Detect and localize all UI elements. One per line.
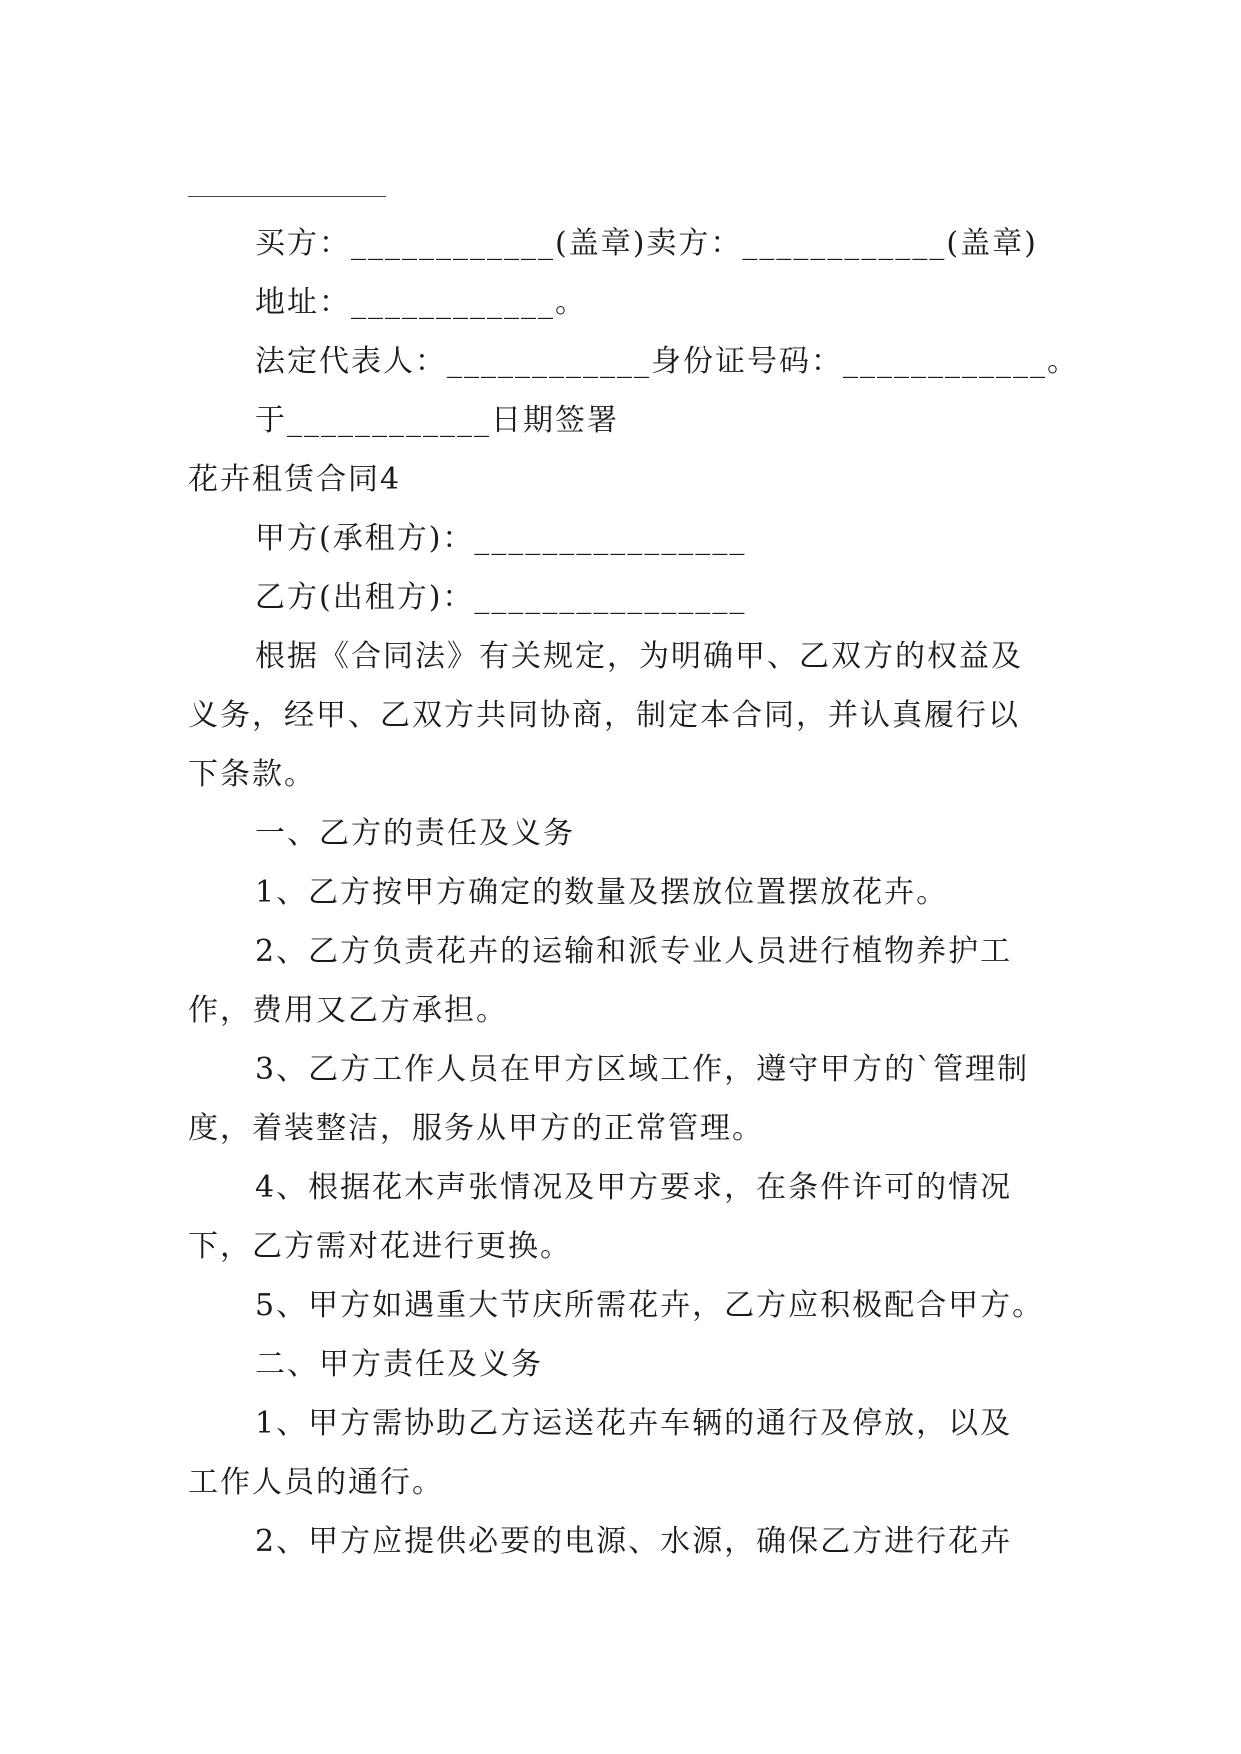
clause-item: 2、乙方负责花卉的运输和派专业人员进行植物养护工 xyxy=(255,934,1013,969)
section-title: 花卉租赁合同4 xyxy=(188,462,402,497)
clause-item: 4、根据花木声张情况及甲方要求，在条件许可的情况 xyxy=(255,1170,1013,1205)
clause-item-cont: 度，着装整洁，服务从甲方的正常管理。 xyxy=(188,1111,764,1146)
clause-item: 1、甲方需协助乙方运送花卉车辆的通行及停放，以及 xyxy=(255,1406,1013,1441)
clause-item: 5、甲方如遇重大节庆所需花卉，乙方应积极配合甲方。 xyxy=(255,1288,1045,1323)
party-b-line: 乙方(出租方)：________________ xyxy=(255,580,747,615)
party-a-line: 甲方(承租方)：________________ xyxy=(255,521,747,556)
buyer-seller-line: 买方：____________(盖章)卖方：____________(盖章) xyxy=(255,226,1038,261)
paragraph-line: 义务，经甲、乙双方共同协商，制定本合同，并认真履行以 xyxy=(188,698,1020,733)
paragraph-line: 根据《合同法》有关规定，为明确甲、乙双方的权益及 xyxy=(255,639,1023,674)
clause-heading: 一、乙方的责任及义务 xyxy=(255,816,575,851)
clause-item-cont: 作，费用又乙方承担。 xyxy=(188,993,508,1028)
signature-blank-line xyxy=(188,196,386,197)
clause-item: 1、乙方按甲方确定的数量及摆放位置摆放花卉。 xyxy=(255,875,949,910)
clause-item-cont: 工作人员的通行。 xyxy=(188,1465,444,1500)
sign-date-line: 于____________日期签署 xyxy=(255,403,619,438)
clause-heading: 二、甲方责任及义务 xyxy=(255,1347,543,1382)
clause-item: 3、乙方工作人员在甲方区域工作，遵守甲方的`管理制 xyxy=(255,1052,1030,1087)
address-line: 地址：____________。 xyxy=(255,285,587,320)
legal-rep-line: 法定代表人：____________身份证号码：____________。 xyxy=(255,344,1079,379)
paragraph-line: 下条款。 xyxy=(188,757,316,792)
clause-item: 2、甲方应提供必要的电源、水源，确保乙方进行花卉 xyxy=(255,1524,1013,1559)
clause-item-cont: 下，乙方需对花进行更换。 xyxy=(188,1229,572,1264)
